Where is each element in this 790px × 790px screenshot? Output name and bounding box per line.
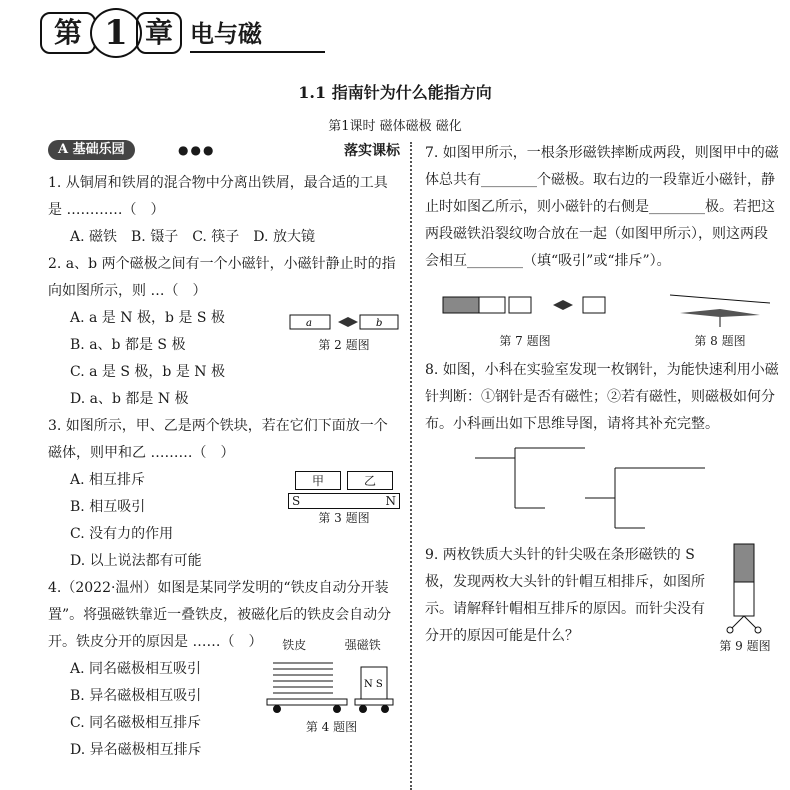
q4-option-b: B. 异名磁极相互吸引 <box>70 688 202 704</box>
q3-figure <box>288 471 400 526</box>
banner-dots: ●●● <box>178 143 216 157</box>
label-strong-magnet: 强磁铁 <box>344 638 381 652</box>
banner-label: A 基础乐园 <box>48 140 135 160</box>
question-1: 1. 从铜屑和铁屑的混合物中分离出铁屑，最合适的工具是 …………（ ） <box>48 175 388 218</box>
chapter-underline <box>190 51 325 53</box>
chapter-number: 1 <box>90 8 142 58</box>
q3-option-a: A. 相互排斥 <box>70 472 146 488</box>
q4-figure-caption: 第 4 题图 <box>305 720 358 734</box>
right-column <box>425 140 780 653</box>
pins-on-magnet-diagram <box>710 542 780 634</box>
q2-option-a: A. a 是 N 极，b 是 S 极 <box>70 310 225 326</box>
q4-option-a: A. 同名磁极相互吸引 <box>70 661 202 677</box>
question-2: 2. a、b 两个磁极之间有一个小磁针，小磁针静止时的指向如图所示，则 …（ ） <box>48 256 396 299</box>
svg-text:a: a <box>306 318 312 329</box>
chapter-prefix: 第 <box>40 12 96 54</box>
iron-block-jia: 甲 <box>295 471 341 490</box>
q4-option-d: D. 异名磁极相互排斥 <box>70 742 202 758</box>
q2-option-b: B. a、b 都是 S 极 <box>70 337 186 353</box>
section-subtitle: 第1课时 磁体磁极 磁化 <box>328 119 462 134</box>
banner-right-label: 落实课标 <box>344 143 400 159</box>
label-iron-sheets: 铁皮 <box>282 638 307 652</box>
question-3: 3. 如图所示，甲、乙是两个铁块，若在它们下面放一个磁体，则甲和乙 ………（ ） <box>48 418 388 461</box>
q7-figure <box>425 289 625 349</box>
q8-figure <box>660 289 780 349</box>
q2-option-d: D. a、b 都是 N 极 <box>70 391 189 407</box>
broken-magnet-diagram <box>425 289 625 329</box>
svg-text:b: b <box>376 318 383 329</box>
q4-figure <box>263 636 400 735</box>
q7-figure-caption: 第 7 题图 <box>499 334 551 348</box>
basic-section-banner <box>48 140 400 162</box>
column-divider <box>410 142 412 790</box>
question-7: 7. 如图甲所示，一根条形磁铁摔断成两段，则图甲中的磁体总共有________个磁极。取右边的一段靠近小磁针，静止时如图乙所示，则小磁针的右侧是________极。若把这两段磁铁沿裂纹吻合放在一起（如图甲所示），则这两段会相互________（填“吸引”或“排斥”）。 <box>425 145 779 269</box>
q4-option-c: C. 同名磁极相互排斥 <box>70 715 202 731</box>
bar-magnet <box>288 493 400 509</box>
q2-option-c: C. a 是 S 极，b 是 N 极 <box>70 364 225 380</box>
section-title: 1.1 指南针为什么能指方向 <box>298 83 492 102</box>
q3-figure-caption: 第 3 题图 <box>318 511 370 525</box>
question-9-block <box>425 542 780 653</box>
q9-figure <box>710 542 780 654</box>
q3-option-c: C. 没有力的作用 <box>70 526 174 542</box>
mind-map-diagram <box>425 438 780 538</box>
question-9: 9. 两枚铁质大头针的针尖吸在条形磁铁的 S 极，发现两枚大头针的针帽互相排斥，如图所示。请解释针帽相互排斥的原因。而针尖没有分开的原因可能是什么？ <box>425 547 705 644</box>
q9-figure-caption: 第 9 题图 <box>719 639 771 653</box>
q8-figure-caption: 第 8 题图 <box>694 334 746 348</box>
magnet-n-pole: N <box>385 494 396 508</box>
svg-text:N S: N S <box>364 679 383 690</box>
chapter-title: 电与磁 <box>190 19 262 48</box>
left-column <box>48 140 400 764</box>
iron-block-yi: 乙 <box>347 471 393 490</box>
q3-option-d: D. 以上说法都有可能 <box>70 553 202 569</box>
sheet-separator-diagram <box>263 653 400 715</box>
question-4: 4.（2022·温州）如图是某同学发明的“铁皮自动分开装置”。将强磁铁靠近一叠铁皮，被磁化后的铁皮会自动分开。铁皮分开的原因是 ……（ ） <box>48 580 392 650</box>
magnet-poles-diagram <box>288 311 400 333</box>
q3-option-b: B. 相互吸引 <box>70 499 146 515</box>
chapter-header <box>40 8 290 53</box>
steel-needle-diagram <box>660 289 780 329</box>
q2-figure-caption: 第 2 题图 <box>318 338 370 352</box>
q2-figure <box>288 311 400 353</box>
q7-q8-figures <box>425 289 780 349</box>
magnet-s-pole: S <box>292 494 301 508</box>
question-1-options: A. 磁铁 B. 镊子 C. 筷子 D. 放大镜 <box>70 229 315 245</box>
question-8: 8. 如图，小科在实验室发现一枚钢针，为能快速利用小磁针判断：①钢针是否有磁性；②若有磁性，则磁极如何分布。小科画出如下思维导图，请将其补充完整。 <box>425 362 779 432</box>
chapter-suffix: 章 <box>136 12 182 54</box>
